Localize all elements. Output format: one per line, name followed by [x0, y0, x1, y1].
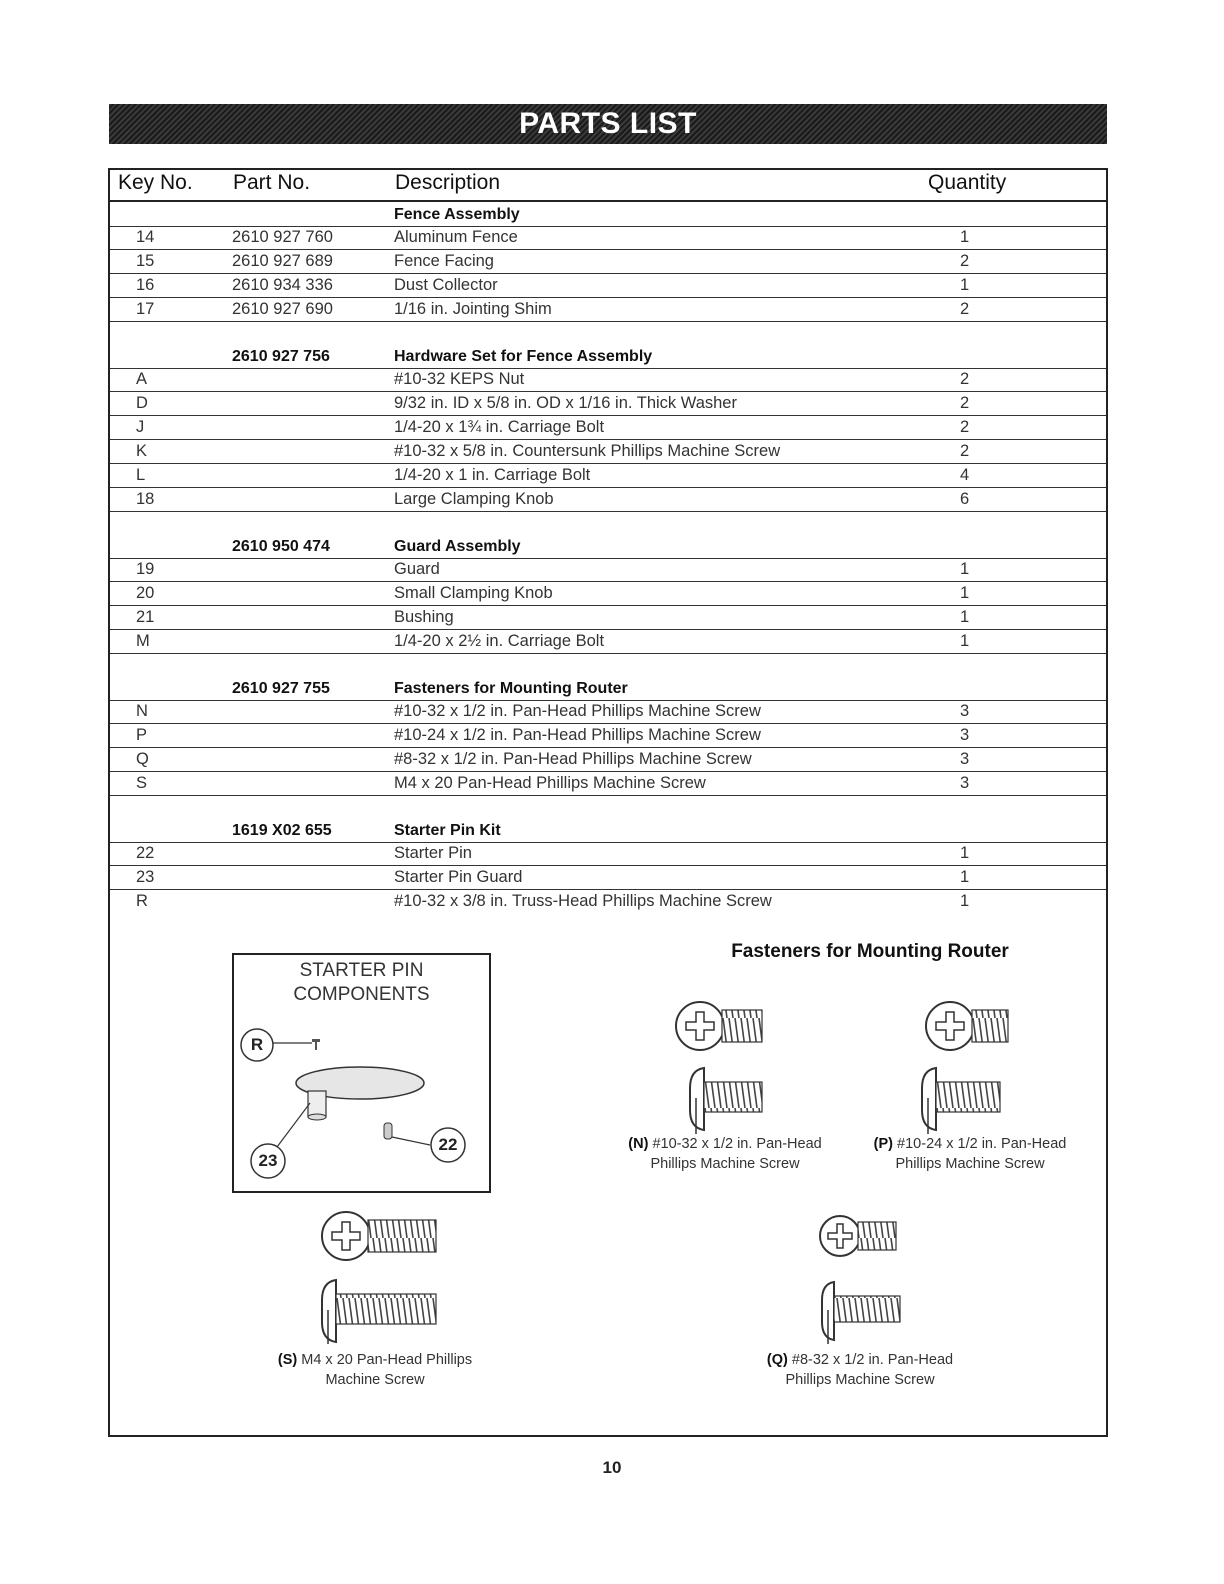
- description: #8-32 x 1/2 in. Pan-Head Phillips Machine Screw: [394, 750, 752, 768]
- truss-screw-icon: [312, 1039, 320, 1050]
- key-no: 19: [136, 560, 155, 578]
- description: #10-32 x 3/8 in. Truss-Head Phillips Machine Screw: [394, 892, 772, 910]
- group-header-row: [110, 202, 1106, 227]
- screw-s-illustration: [306, 1208, 476, 1348]
- part-no: 2610 927 690: [232, 300, 333, 318]
- screw-n-illustration: [650, 988, 800, 1138]
- key-no: 22: [136, 844, 155, 862]
- table-row: [110, 606, 1106, 630]
- description: Aluminum Fence: [394, 228, 518, 246]
- group-name: Fence Assembly: [394, 206, 520, 223]
- key-no: 20: [136, 584, 155, 602]
- key-no: Q: [136, 750, 149, 768]
- key-no: S: [136, 774, 148, 792]
- table-row: [110, 724, 1106, 748]
- description: #10-32 x 5/8 in. Countersunk Phillips Machine Screw: [394, 442, 781, 460]
- quantity: 1: [960, 560, 970, 578]
- table-row: [110, 298, 1106, 322]
- table-row: [110, 890, 1106, 913]
- table-row: [110, 250, 1106, 274]
- page-number: 10: [602, 1458, 622, 1477]
- quantity: 1: [960, 868, 970, 886]
- group-name: Guard Assembly: [394, 538, 521, 555]
- screw-q-side-view: [822, 1282, 900, 1344]
- group-name: Starter Pin Kit: [394, 822, 501, 839]
- key-no: M: [136, 632, 150, 650]
- key-no: J: [136, 418, 145, 436]
- caption-p: [840, 1134, 1100, 1174]
- screw-p-illustration: [900, 988, 1050, 1138]
- key-no: K: [136, 442, 148, 460]
- caption-q: [730, 1350, 990, 1390]
- part-no: 2610 927 689: [232, 252, 333, 270]
- group-header-row: [110, 654, 1106, 701]
- table-row: [110, 582, 1106, 606]
- group-name: Hardware Set for Fence Assembly: [394, 348, 653, 365]
- caption-n-key: (N): [628, 1136, 649, 1152]
- key-no: 23: [136, 868, 155, 886]
- group-part-number: 2610 927 756: [232, 348, 330, 365]
- description: Fence Facing: [394, 252, 494, 270]
- table-row: [110, 772, 1106, 796]
- screw-p-side-view: [922, 1068, 1000, 1134]
- caption-q-key: (Q): [766, 1352, 788, 1368]
- description: Large Clamping Knob: [394, 490, 554, 508]
- screw-q-head-view: [820, 1216, 896, 1256]
- table-header: [110, 170, 1106, 202]
- col-part-header: Part No.: [233, 171, 311, 194]
- description: #10-24 x 1/2 in. Pan-Head Phillips Machine Screw: [394, 726, 761, 744]
- quantity: 3: [960, 774, 970, 792]
- key-no: 15: [136, 252, 155, 270]
- table-row: [110, 368, 1106, 392]
- group-part-number: 1619 X02 655: [232, 822, 332, 839]
- quantity: 1: [960, 584, 970, 602]
- key-no: 16: [136, 276, 155, 294]
- quantity: 2: [960, 418, 970, 436]
- quantity: 1: [960, 892, 970, 910]
- caption-p-line2: Phillips Machine Screw: [895, 1156, 1045, 1172]
- description: 1/4-20 x 1¾ in. Carriage Bolt: [394, 418, 605, 436]
- description: Starter Pin: [394, 844, 472, 862]
- quantity: 3: [960, 750, 970, 768]
- quantity: 2: [960, 394, 970, 412]
- quantity: 1: [960, 276, 970, 294]
- screw-p-head-view: [926, 1002, 1008, 1050]
- group-header-row: [110, 796, 1106, 843]
- screw-n-head-view: [676, 1002, 762, 1050]
- starter-pin-title-line2: COMPONENTS: [293, 984, 430, 1005]
- quantity: 2: [960, 252, 970, 270]
- table-row: [110, 842, 1106, 866]
- key-no: 18: [136, 490, 155, 508]
- quantity: 2: [960, 442, 970, 460]
- quantity: 4: [960, 466, 970, 484]
- key-no: 14: [136, 228, 155, 246]
- key-no: N: [136, 702, 148, 720]
- caption-s-line1: M4 x 20 Pan-Head Phillips: [301, 1352, 473, 1368]
- caption-n-line2: Phillips Machine Screw: [650, 1156, 800, 1172]
- quantity: 3: [960, 702, 970, 720]
- table-row: [110, 866, 1106, 890]
- caption-q-line2: Phillips Machine Screw: [785, 1372, 935, 1388]
- callout-23-label: 23: [258, 1151, 278, 1170]
- table-row: [110, 630, 1106, 654]
- caption-n-line1: #10-32 x 1/2 in. Pan-Head: [652, 1136, 822, 1152]
- callout-22-label: 22: [438, 1135, 458, 1154]
- quantity: 3: [960, 726, 970, 744]
- group-header-row: [110, 322, 1106, 369]
- key-no: R: [136, 892, 148, 910]
- parts-list-banner: [109, 104, 1107, 144]
- description: Starter Pin Guard: [394, 868, 523, 886]
- caption-n: [590, 1134, 860, 1174]
- description: 9/32 in. ID x 5/8 in. OD x 1/16 in. Thick Washer: [394, 394, 737, 412]
- page-title: PARTS LIST: [519, 107, 697, 140]
- col-desc-header: Description: [395, 171, 501, 194]
- description: 1/16 in. Jointing Shim: [394, 300, 552, 318]
- description: 1/4-20 x 2½ in. Carriage Bolt: [394, 632, 605, 650]
- screw-q-illustration: [800, 1208, 950, 1348]
- fasteners-title: Fasteners for Mounting Router: [731, 941, 1009, 962]
- caption-s-key: (S): [277, 1352, 298, 1368]
- col-key-header: Key No.: [118, 171, 193, 194]
- col-qty-header: Quantity: [928, 171, 1007, 194]
- key-no: 17: [136, 300, 155, 318]
- description: Guard: [394, 560, 440, 578]
- table-row: [110, 440, 1106, 464]
- table-row: [110, 748, 1106, 772]
- screw-s-head-view: [322, 1212, 436, 1260]
- starter-pin-shape: [384, 1123, 392, 1139]
- description: Bushing: [394, 608, 454, 626]
- description: Dust Collector: [394, 276, 498, 294]
- screw-n-side-view: [690, 1068, 762, 1134]
- quantity: 1: [960, 844, 970, 862]
- description: Small Clamping Knob: [394, 584, 553, 602]
- description: #10-32 x 1/2 in. Pan-Head Phillips Machine Screw: [394, 702, 761, 720]
- table-row: [110, 558, 1106, 582]
- description: 1/4-20 x 1 in. Carriage Bolt: [394, 466, 591, 484]
- quantity: 1: [960, 608, 970, 626]
- parts-table: [108, 168, 1108, 1437]
- quantity: 1: [960, 228, 970, 246]
- part-no: 2610 934 336: [232, 276, 333, 294]
- table-row: [110, 464, 1106, 488]
- caption-p-key: (P): [873, 1136, 894, 1152]
- quantity: 1: [960, 632, 970, 650]
- description: #10-32 KEPS Nut: [394, 370, 525, 388]
- key-no: D: [136, 394, 148, 412]
- quantity: 6: [960, 490, 970, 508]
- group-part-number: 2610 950 474: [232, 538, 330, 555]
- group-name: Fasteners for Mounting Router: [394, 680, 628, 697]
- key-no: A: [136, 370, 148, 388]
- table-row: [110, 488, 1106, 512]
- caption-s: [230, 1350, 520, 1390]
- key-no: 21: [136, 608, 155, 626]
- table-row: [110, 274, 1106, 298]
- caption-q-line1: #8-32 x 1/2 in. Pan-Head: [791, 1352, 954, 1368]
- caption-s-line2: Machine Screw: [325, 1372, 425, 1388]
- group-header-row: [110, 512, 1106, 559]
- key-no: L: [136, 466, 146, 484]
- callout-r-label: R: [250, 1035, 264, 1054]
- caption-p-line1: #10-24 x 1/2 in. Pan-Head: [897, 1136, 1067, 1152]
- table-row: [110, 392, 1106, 416]
- table-row: [110, 700, 1106, 724]
- starter-pin-components-box: [232, 953, 491, 1193]
- quantity: 2: [960, 300, 970, 318]
- part-no: 2610 927 760: [232, 228, 333, 246]
- key-no: P: [136, 726, 148, 744]
- group-part-number: 2610 927 755: [232, 680, 330, 697]
- starter-pin-title-line1: STARTER PIN: [299, 960, 424, 981]
- quantity: 2: [960, 370, 970, 388]
- description: M4 x 20 Pan-Head Phillips Machine Screw: [394, 774, 706, 792]
- table-row: [110, 226, 1106, 250]
- screw-s-side-view: [322, 1280, 436, 1344]
- table-row: [110, 416, 1106, 440]
